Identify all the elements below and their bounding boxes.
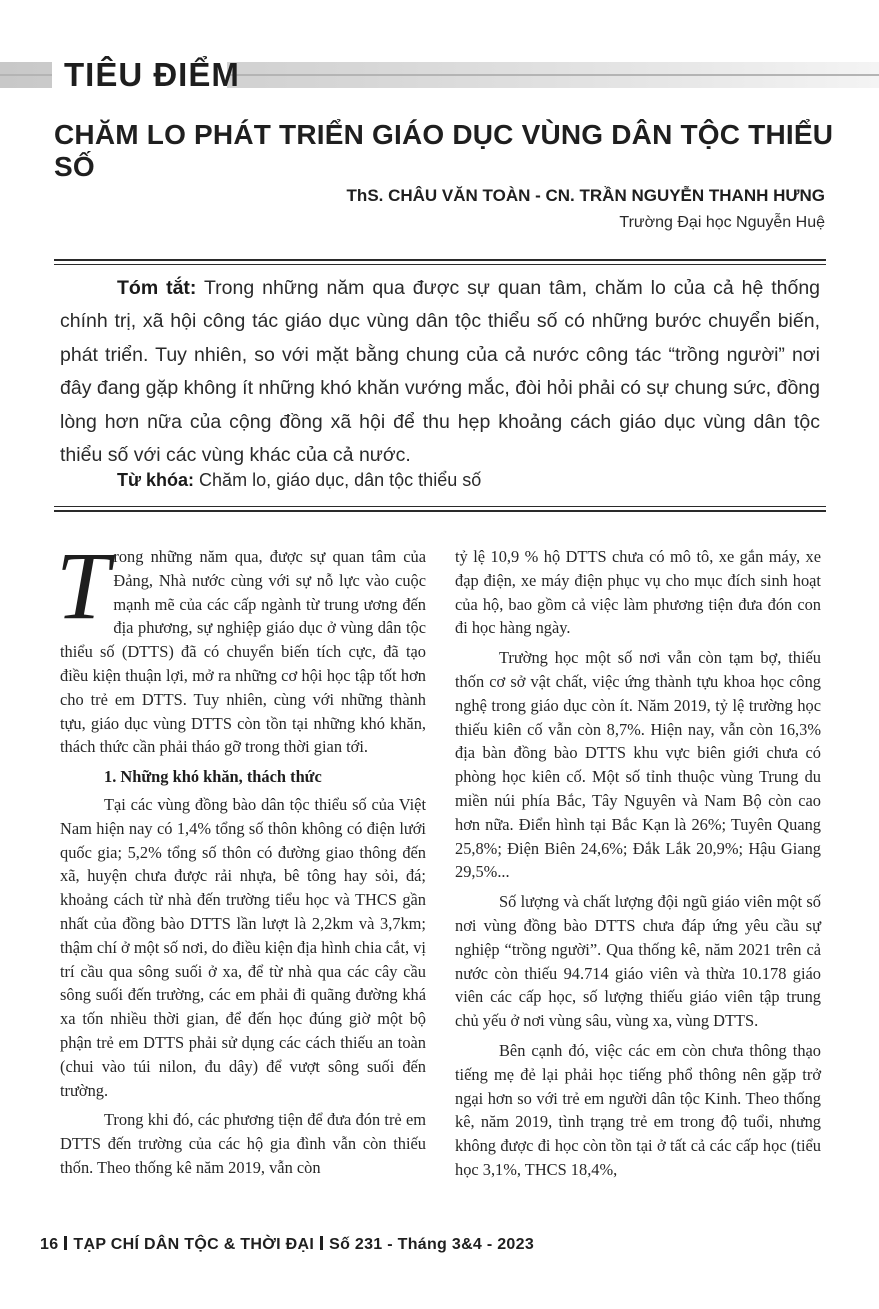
footer-separator (320, 1236, 323, 1250)
magazine-name: TẠP CHÍ DÂN TỘC & THỜI ĐẠI (73, 1236, 315, 1253)
left-column (56, 532, 426, 1186)
keywords-text: Chăm lo, giáo dục, dân tộc thiểu số (194, 470, 482, 490)
keywords-label: Từ khóa: (117, 470, 195, 490)
intro-text: rong những năm qua, được sự quan tâm của Đảng, Nhà nước cùng với sự nỗ lực vào cuộc mạnh mẽ của các cấp ngành từ trung ương đến địa phương, sự nghiệp giáo dục ở vùng dân tộc thiểu số (DTTS) đã có chuyển biến tích cực, đã tạo điều kiện thuận lợi, mở ra những cơ hội học tập tốt hơn cho trẻ em DTTS. Tuy nhiên, cùng với những thành tựu, giáo dục vùng DTTS còn tồn tại những khó khăn, thách thức cần phải tháo gỡ trong thời gian tới. (60, 547, 426, 757)
page-footer (40, 1236, 534, 1254)
keywords (117, 470, 481, 491)
article-headline: CHĂM LO PHÁT TRIỂN GIÁO DỤC VÙNG DÂN TỘC THIỂU SỐ (54, 119, 834, 182)
section-label: TIÊU ĐIỂM (64, 56, 240, 93)
issue-info: Số 231 - Tháng 3&4 - 2023 (329, 1236, 535, 1253)
abstract (60, 272, 820, 472)
footer-separator (64, 1236, 67, 1250)
abstract-top-rule (54, 259, 826, 261)
body-paragraph: Trường học một số nơi vẫn còn tạm bợ, thiếu thốn cơ sở vật chất, việc ứng thành tựu khoa học công nghệ trong giáo dục còn ít. Năm 2019, tỷ lệ trường học thiếu kiên cố vẫn còn 8,7%. Hiện nay, vẫn còn 16,3% địa bàn đồng bào DTTS khu vực biên giới chưa có phòng học kiên cố. Một số tỉnh thuộc vùng Trung du miền núi phía Bắc, Tây Nguyên và Nam Bộ còn cao hơn nữa. Điển hình tại Bắc Kạn là 26%; Tuyên Quang 25,8%; Điện Biên 24,6%; Đắk Lắk 20,9%; Hậu Giang 29,5%... (455, 648, 821, 882)
intro-paragraph (56, 532, 426, 759)
page-number: 16 (40, 1236, 59, 1253)
abstract-bottom-rule-thin (54, 506, 826, 507)
section-heading: 1. Những khó khăn, thách thức (104, 767, 322, 787)
drop-cap: T (56, 532, 110, 639)
body-paragraph: Số lượng và chất lượng đội ngũ giáo viên một số nơi vùng đồng bào DTTS chưa đáp ứng yêu cầu sự nghiệp “trồng người”. Qua thống kê, năm 2021 trên cả nước còn thiếu 94.714 giáo viên và thừa 10.178 giáo viên các cấp học, số lượng thiếu giáo viên tập trung chủ yếu ở nơi vùng sâu, vùng xa, vùng DTTS. (455, 892, 821, 1031)
body-paragraph: Trong khi đó, các phương tiện để đưa đón trẻ em DTTS đến trường của các hộ gia đình vẫn còn thiếu thốn. Theo thống kê năm 2019, vẫn còn (60, 1110, 426, 1177)
abstract-top-rule-thin (54, 264, 826, 265)
body-paragraph: Tại các vùng đồng bào dân tộc thiểu số của Việt Nam hiện nay có 1,4% tổng số thôn không có điện lưới quốc gia; 5,2% tổng số thôn có đường giao thông đến xã, huyện chưa được rải nhựa, bê tông hay sỏi, đá; khoảng cách từ nhà đến trường tiểu học và THCS gần nhất của đồng bào DTTS lần lượt là 2,2km và 3,7km; thậm chí ở một số nơi, do điều kiện địa hình chia cắt, vị trí cầu qua sông suối ở xa, để từ nhà qua các cây cầu sông suối đến trường, các em phải đi quãng đường khá xa tốn nhiều thời gian, để đến học đúng giờ một bộ phận trẻ em DTTS phải sử dụng các cách thiếu an toàn (chui vào túi nilon, đu dây) để vượt sông suối đến trường. (60, 794, 426, 1100)
body-paragraph: tỷ lệ 10,9 % hộ DTTS chưa có mô tô, xe gắn máy, xe đạp điện, xe máy điện phục vụ cho mục đích sinh hoạt của hộ, bao gồm cả việc làm phương tiện đưa đón con đi học hàng ngày. (455, 547, 821, 638)
article-authors: ThS. CHÂU VĂN TOÀN - CN. TRẦN NGUYỄN THANH HƯNG (346, 186, 825, 205)
right-column (455, 545, 821, 1188)
body-paragraph: Bên cạnh đó, việc các em còn chưa thông thạo tiếng mẹ đẻ lại phải học tiếng phổ thông nên gặp trở ngại hơn so với trẻ em người dân tộc Kinh. Theo thống kê, năm 2019, tình trạng trẻ em trong độ tuổi, nhưng không được đi học còn tồn tại ở tất cả các cấp học (tiểu học 3,1%, THCS 18,4%, (455, 1040, 821, 1179)
abstract-text: Trong những năm qua được sự quan tâm, chăm lo của cả hệ thống chính trị, xã hội công tác giáo dục vùng dân tộc thiểu số có những bước chuyển biến, phát triển. Tuy nhiên, so với mặt bằng chung của cả nước công tác “trồng người” nơi đây đang gặp không ít những khó khăn vướng mắc, đòi hỏi phải có sự chung sức, đồng lòng hơn nữa của cộng đồng xã hội để thu hẹp khoảng cách giáo dục vùng dân tộc thiểu số với các vùng khác của cả nước. (60, 277, 821, 467)
author-affiliation: Trường Đại học Nguyễn Huệ (619, 214, 825, 231)
abstract-label: Tóm tắt: (117, 277, 197, 299)
abstract-bottom-rule (54, 510, 826, 512)
